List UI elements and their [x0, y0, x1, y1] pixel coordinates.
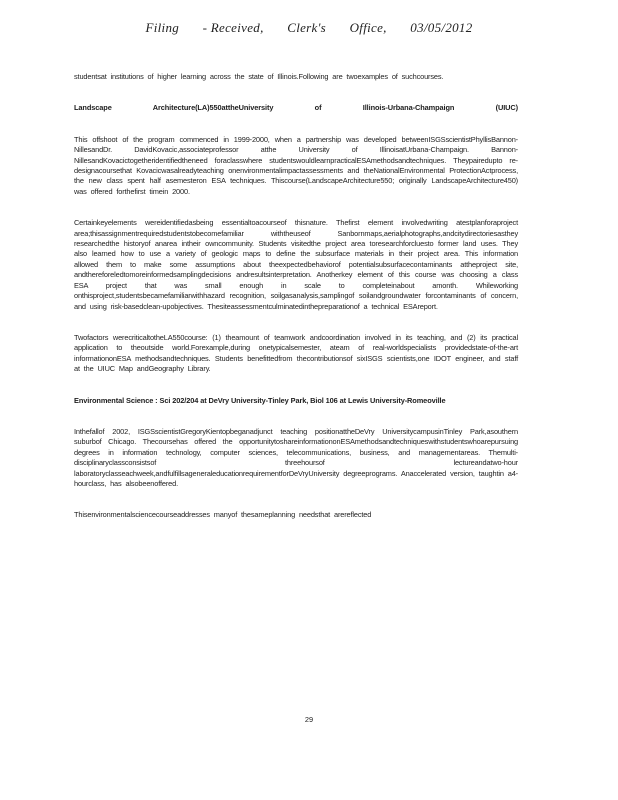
section2-paragraph-1: Inthefallof 2002, ISGSscientistGregoryKientopbeganadjunct teaching positionattheDeVry UniversitycampusinTinley Park,asouthern suburbof Chicago. Thecoursehas offered the opportunitytoshareinformationonESAmethodsandtechniqueswithstudentswhoarepursuing degrees in information technology, computer sciences, telecommunications, business, and managementareas. Themulti-disciplinaryclassconsistsof threehoursof lectureandatwo-hour laboratoryclasseachweek,andfulfillsageneraleducationrequirementforDeVryUniversity degreeprograms. Anaccelerated version, taughtin a4-hourclass, has alsobeenoffered.	[74, 426, 518, 488]
section2-paragraph-2: Thisenvironmentalsciencecourseaddresses manyof thesameplanning needsthat arereflected	[74, 510, 372, 520]
section1-paragraph-3: Twofactors werecriticaltotheLA550course: (1) theamount of teamwork andcoordination involved in its teaching, and (2) its practical application to theoutside world.Forexample,during onetypicalsemester, ateam of real-worldspecialists providedstate-of-the-art informationonESA methodsandtechniques. Students benefittedfrom thecontributionsof sixISGS scientists,one IDOT engineer, and staff at the UIUC Map andGeography Library.	[74, 332, 518, 374]
section1-heading: Landscape Architecture(LA)550attheUniversity of Illinois-Urbana-Champaign (UIUC)	[74, 103, 518, 113]
header-received: - Received,	[202, 20, 264, 35]
header-office: Office,	[349, 20, 387, 35]
document-body	[74, 72, 518, 542]
filing-header	[0, 20, 618, 36]
intro-paragraph: studentsat institutions of higher learning across the state of Illinois.Following are twoexamples of suchcourses.	[74, 72, 444, 81]
section1-paragraph-2: Certainkeyelements wereidentifiedasbeing essentialtoacourseof thisnature. Thefirst element involvedwriting atestplanforaproject area;thisassignmentrequiredstudentstobecomefamiliar withtheuseof Sanbornmaps,aerialphotographs,andcitydirectoriesasthey researchedthe historyof anarea intheir owncommunity. Students visitedthe project area toresearchforcluesto former land uses. They also learned how to use a variety of geologic maps to define the subsurface materials in their project area. This information allowed them to make some assumptions about theexpectedbehaviorof potentialsubsurfacecontaminants attheproject site, andthereforeledtomoreinformedsamplingdecisions andresultsinterpretation. Anotherkey element of this course was choosing a class ESA project that was small enough in scale to completeinabout amonth. Whileworking onthisproject,studentsbecamefamiliarwithhazard recognition, soilgasanalysis,samplingof soilandgroundwater forcontaminants of concern, and using risk-basedclean-upobjectives. Thesiteassessmentculminatedinthepreparationof a technical ESAreport.	[74, 218, 518, 311]
page-number: 29	[304, 715, 314, 724]
header-clerks: Clerk's	[287, 20, 327, 35]
header-filing: Filing	[145, 20, 180, 35]
section1-paragraph-1: This offshoot of the program commenced in 1999-2000, when a partnership was developed betweenISGSscientistPhyllisBannon-NillesandDr. DavidKovacic,associateprofessor atthe University of IllinoisatUrbana-Champaign. Bannon-NillesandKovacictogetheridentifiedtheneed foraclasswhere studentswouldlearnpracticalESAmethodsandtechniques. Theypairedupto re-designacoursethat Kovacicwasalreadyteaching onenvironmentalimpactassessments and theNationalEnvironmental ProtectionActprocess, the new class spent half asemesteron ESA techniques. Thiscourse(LandscapeArchitecture550; originally LandscapeArchitecture450) was offered forthefirst timein 2000.	[74, 134, 518, 196]
header-date: 03/05/2012	[410, 20, 473, 35]
section2-heading: Environmental Science : Sci 202/204 at DeVry University-Tinley Park, Biol 106 at Lewis University-Romeoville	[74, 395, 446, 405]
